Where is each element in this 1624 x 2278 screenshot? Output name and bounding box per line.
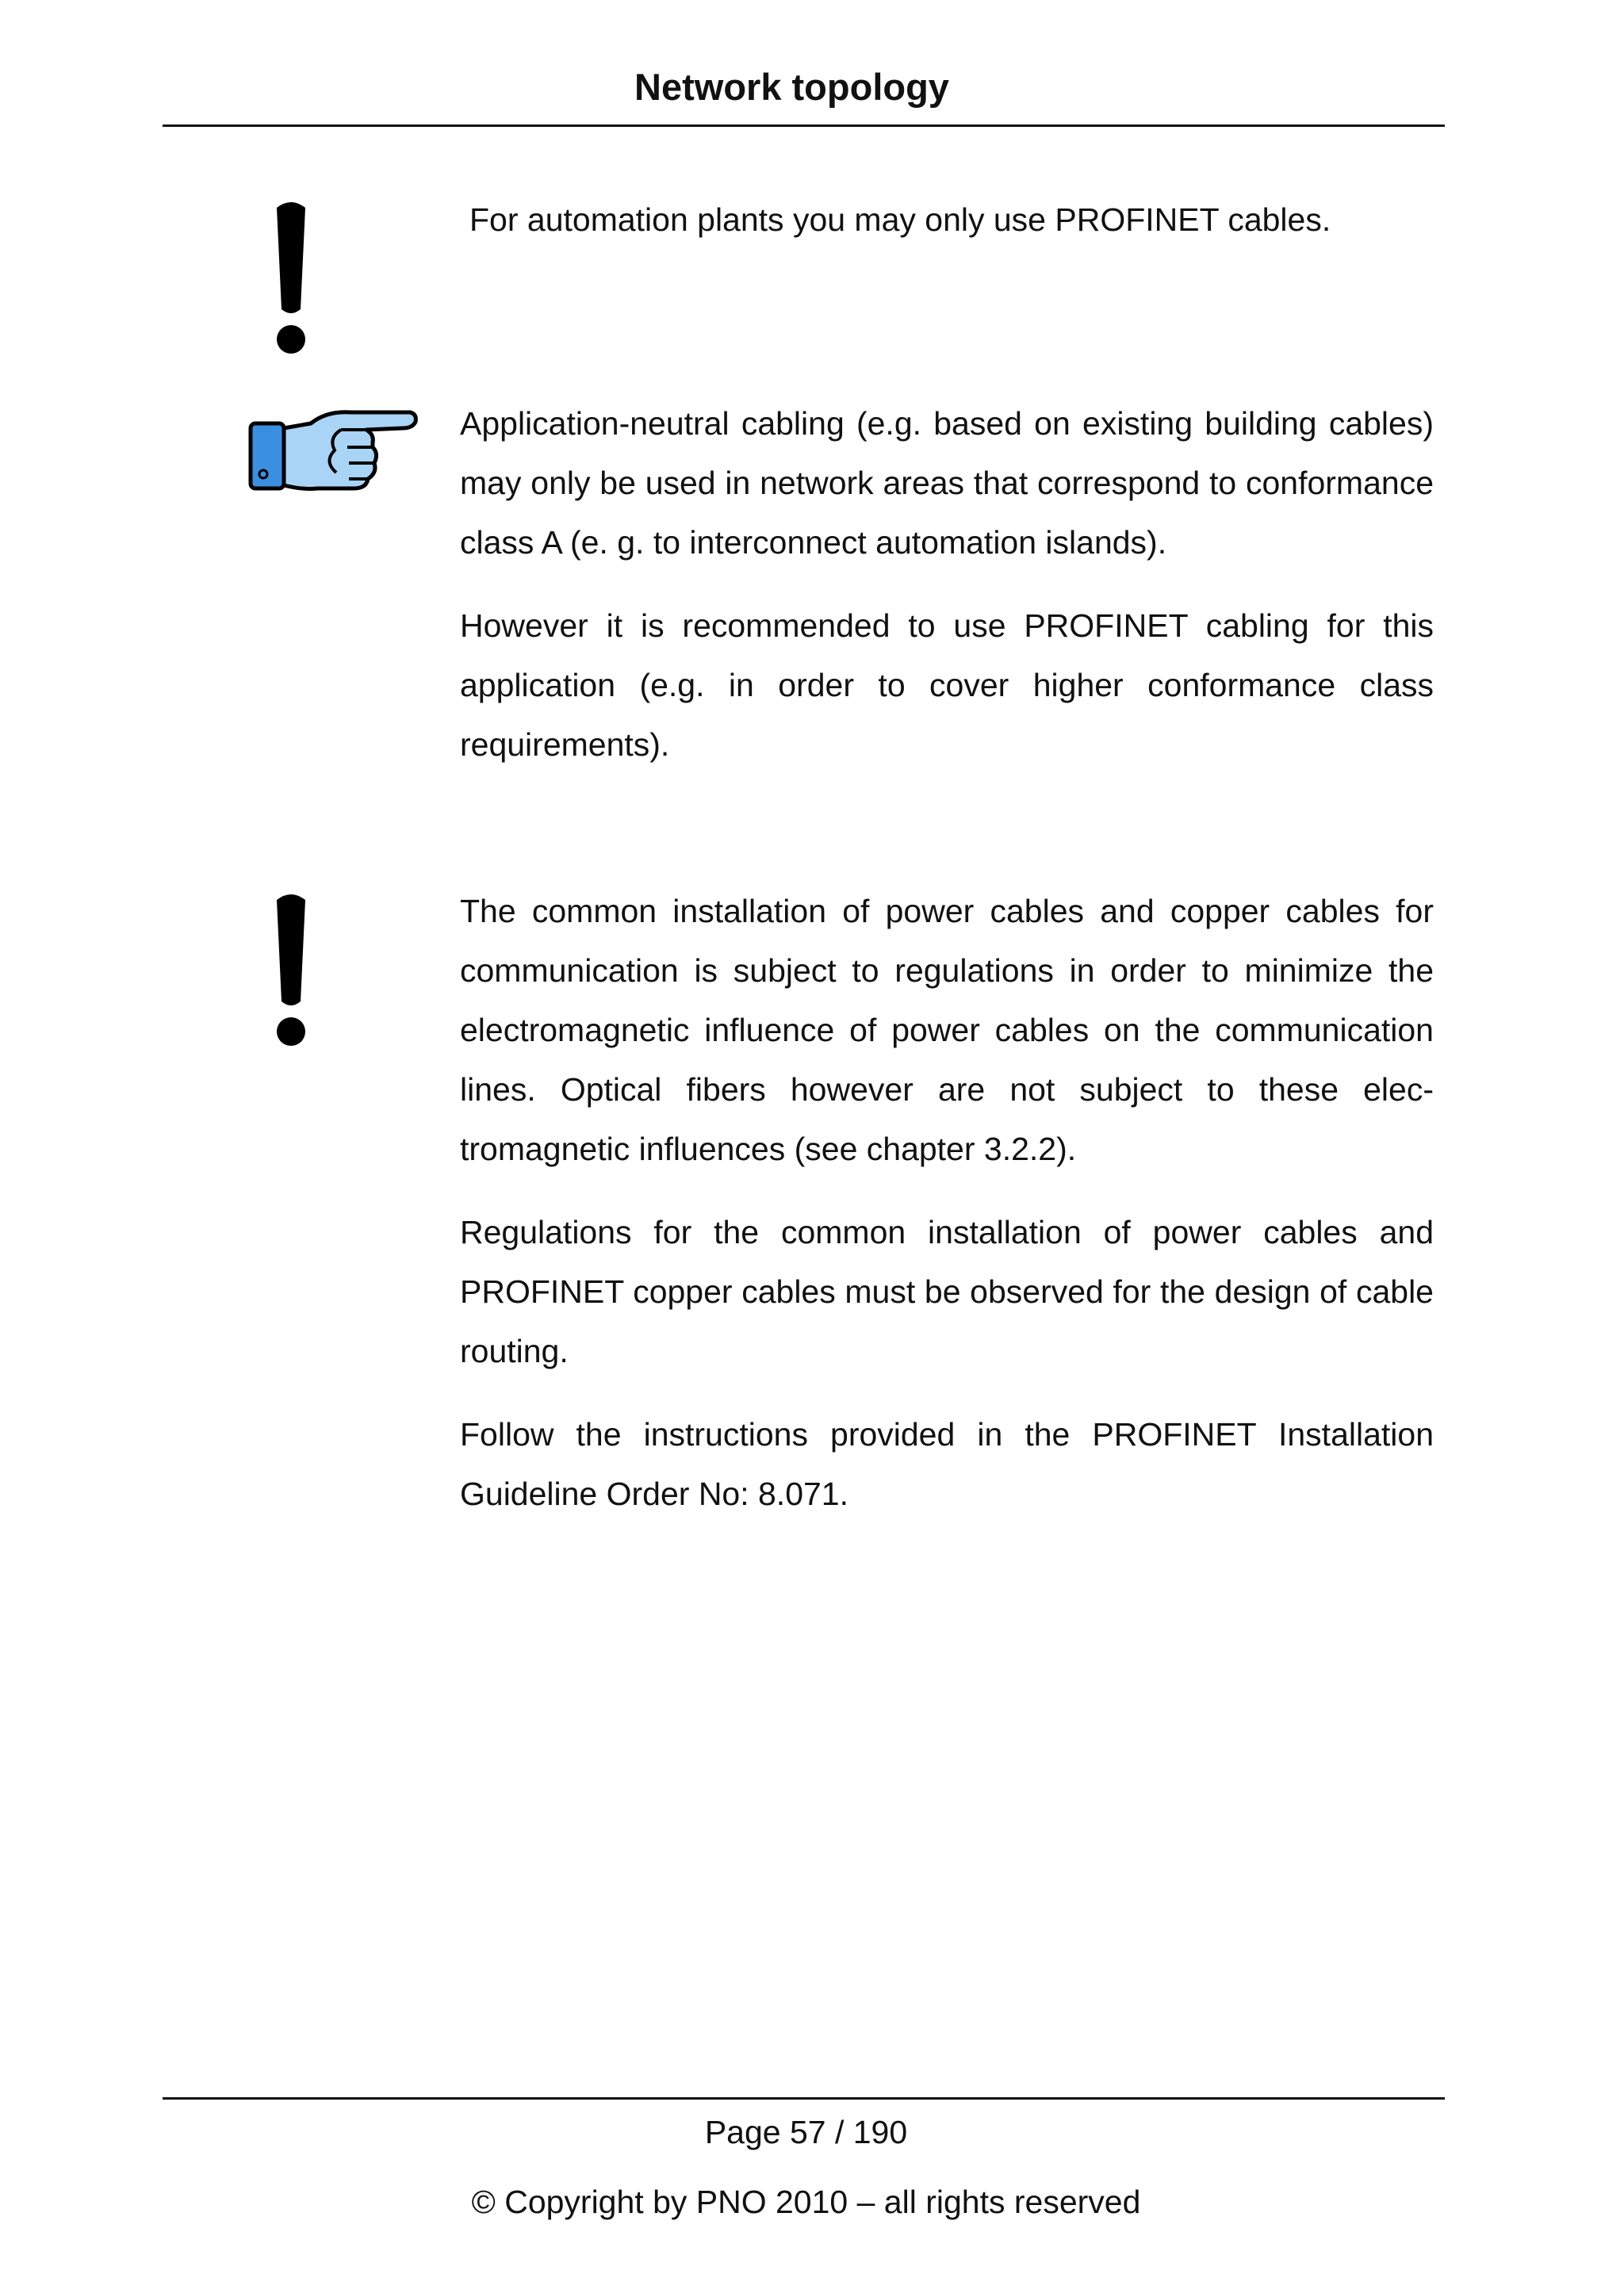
header-divider <box>163 124 1445 127</box>
footer-divider <box>163 2097 1445 2100</box>
exclamation-icon <box>270 890 312 1049</box>
note-block <box>460 882 1434 1524</box>
page-number: Page 57 / 190 <box>704 2114 908 2150</box>
page-title: Network topology <box>634 66 949 108</box>
copyright-notice: © Copyright by PNO 2010 – all rights reserved <box>471 2184 1141 2220</box>
paragraph: Follow the instructions provided in the PROFINET Installation Guideline Order No: 8.071. <box>460 1416 1434 1512</box>
paragraph: Application-neutral cabling (e.g. based on existing building cables) may only be used in network areas that correspond to conformance class A (e. g. to interconnect automation islands). <box>460 405 1434 561</box>
paragraph: However it is recommended to use PROFINET cabling for this application (e.g. in order to cover higher conformance class requirements). <box>460 607 1434 763</box>
paragraph: Regulations for the common installation of power cables and PROFINET copper cables must be observed for the design of cable routing. <box>460 1214 1434 1369</box>
note-block <box>460 394 1434 775</box>
paragraph: The common installation of power cables and copper cables for communication is subject to regulations in order to minimize the electromagnetic influence of power cables on the communication lines. Optical fibers however are not subject to these electromagnetic influences (see chapter 3.2.2). <box>460 893 1434 1167</box>
pointing-hand-icon <box>247 406 420 497</box>
note-text: For automation plants you may only use PROFINET cables. <box>469 201 1331 238</box>
exclamation-icon <box>270 198 312 357</box>
